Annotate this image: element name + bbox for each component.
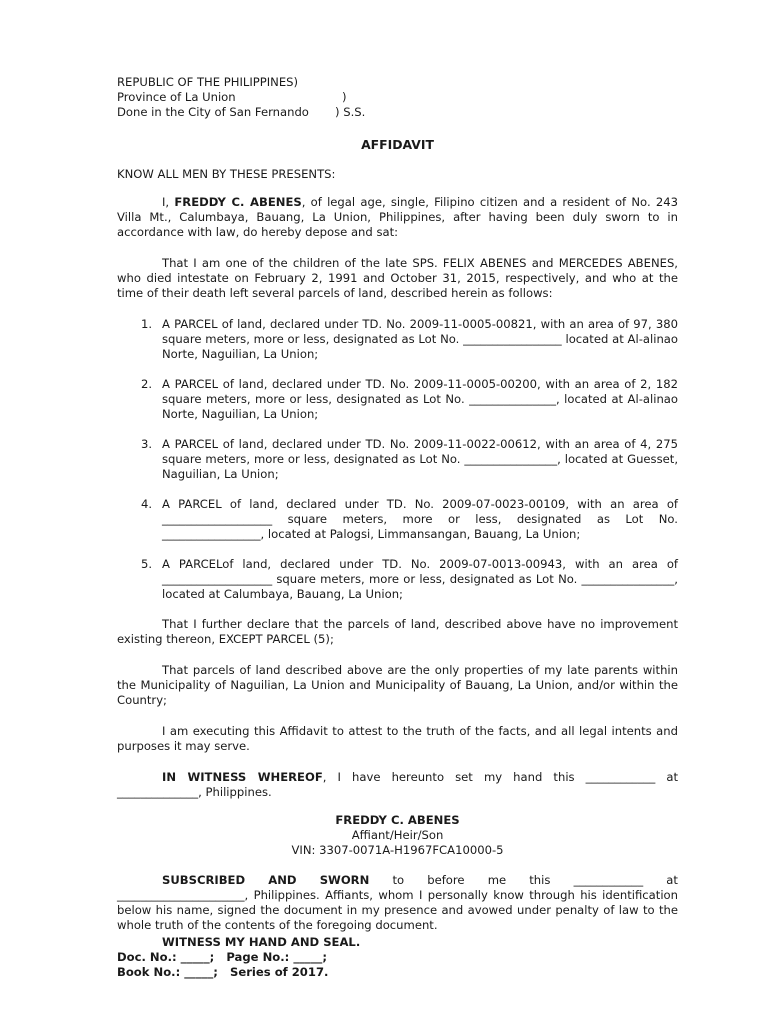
parcel-item <box>117 557 678 602</box>
parcel-text: A PARCEL of land, declared under TD. No. 2009-11-0022-00612, with an area of 4, 275 square meters, more or less, designated as Lot No. ________________, located at Guesset, Naguilian, La Union; <box>162 437 678 481</box>
parcel-item <box>117 317 678 362</box>
improvement-paragraph: That I further declare that the parcels of land, described above have no improvement existing thereon, EXCEPT PARCEL (5); <box>117 617 678 646</box>
jurat-word: AND <box>268 873 297 887</box>
signatory-name: FREDDY C. ABENES <box>335 813 460 827</box>
parcel-item <box>117 437 678 482</box>
jurat-word: SWORN <box>319 873 370 887</box>
intro-prefix: I, <box>162 195 175 209</box>
document-title: AFFIDAVIT <box>361 137 434 152</box>
parcel-text: A PARCEL of land, declared under TD. No. 2009-11-0005-00821, with an area of 97, 380 square meters, more or less, designated as Lot No. _________________ located at Al-alinao Norte, Naguilian, La Union; <box>162 317 678 361</box>
jurat-word: SUBSCRIBED <box>162 873 246 887</box>
parcel-number: 2. <box>141 377 153 391</box>
header-line-1: REPUBLIC OF THE PHILIPPINES) <box>117 75 299 89</box>
doc-page-numbers: Doc. No.: _____; Page No.: _____; <box>117 950 327 964</box>
jurat-word: at <box>666 873 678 887</box>
jurat-paragraph <box>117 873 678 933</box>
parcel-item <box>117 377 678 422</box>
header-done-in <box>117 105 678 120</box>
jurat-word: to <box>392 873 405 887</box>
intro-rest: , of legal age, single, Filipino citizen and a resident of No. 243 Villa Mt., Calumbaya, Bauang, La Union, Philippines, after having been duly sworn to in accordance with law, do hereby depose and sat: <box>117 195 678 239</box>
header-line-2-paren: ) <box>342 90 347 104</box>
parcel-text: A PARCELof land, declared under TD. No. 2009-07-0013-00943, with an area of ___________________ square meters, more or less, designated as Lot No. ________________, located at Calumbaya, Bauang, La Union; <box>162 557 678 601</box>
properties-paragraph: That parcels of land described above are the only properties of my late parents within the Municipality of Naguilian, La Union and Municipality of Bauang, La Union, and/or within the Country; <box>117 663 678 707</box>
affiant-name: FREDDY C. ABENES <box>174 195 302 209</box>
parcel-text: A PARCEL of land, declared under TD. No. 2009-11-0005-00200, with an area of 2, 182 square meters, more or less, designated as Lot No. _______________, located at Al-alinao Norte, Naguilian, La Union; <box>162 377 678 421</box>
document-body <box>117 75 678 980</box>
parcel-number: 5. <box>141 557 153 571</box>
parcel-text: A PARCEL of land, declared under TD. No. 2009-07-0023-00109, with an area of ___________________ square meters, more or less, designated as Lot No. _________________, located at Palogsi, Limmansangan, Bauang, La Union; <box>162 497 678 541</box>
parcel-item <box>117 497 678 542</box>
parcel-number: 1. <box>141 317 153 331</box>
header-republic <box>117 75 678 90</box>
jurat-word: ____________ <box>573 873 644 887</box>
header-line-3-suffix: ) S.S. <box>335 105 366 119</box>
jurat-word: me <box>487 873 507 887</box>
witness-hand-seal: WITNESS MY HAND AND SEAL. <box>162 935 361 949</box>
witness-rest: , I have hereunto set my hand this ____________ at ______________, Philippines. <box>117 770 678 799</box>
executing-paragraph: I am executing this Affidavit to attest to the truth of the facts, and all legal intents and purposes it may serve. <box>117 724 678 753</box>
intro-paragraph <box>117 195 678 240</box>
signatory-role: Affiant/Heir/Son <box>351 828 444 842</box>
witness-whereof: IN WITNESS WHEREOF <box>162 770 323 784</box>
jurat-rest: ______________________, Philippines. Affiants, whom I personally know through his identification below his name, signed the document in my presence and avowed under penalty of law to the whole truth of the contents of the foregoing document. <box>117 888 678 932</box>
signatory-vin: VIN: 3307-0071A-H1967FCA10000-5 <box>291 843 504 857</box>
witness-paragraph <box>117 770 678 800</box>
jurat-first-line <box>117 873 678 888</box>
signature-block <box>117 813 678 858</box>
parcel-number: 4. <box>141 497 153 511</box>
book-series: Book No.: _____; Series of 2017. <box>117 965 329 979</box>
jurat-word: before <box>427 873 465 887</box>
parcel-list <box>117 317 678 602</box>
header-line-2: Province of La Union <box>117 90 236 104</box>
header-line-3: Done in the City of San Fernando <box>117 105 309 119</box>
parcel-number: 3. <box>141 437 153 451</box>
children-paragraph: That I am one of the children of the late SPS. FELIX ABENES and MERCEDES ABENES, who died intestate on February 2, 1991 and October 31, 2015, respectively, and who at the time of their death left several parcels of land, described herein as follows: <box>117 256 678 300</box>
jurat-word: this <box>529 873 551 887</box>
header-province <box>117 90 678 105</box>
know-all-men: KNOW ALL MEN BY THESE PRESENTS: <box>117 167 336 181</box>
